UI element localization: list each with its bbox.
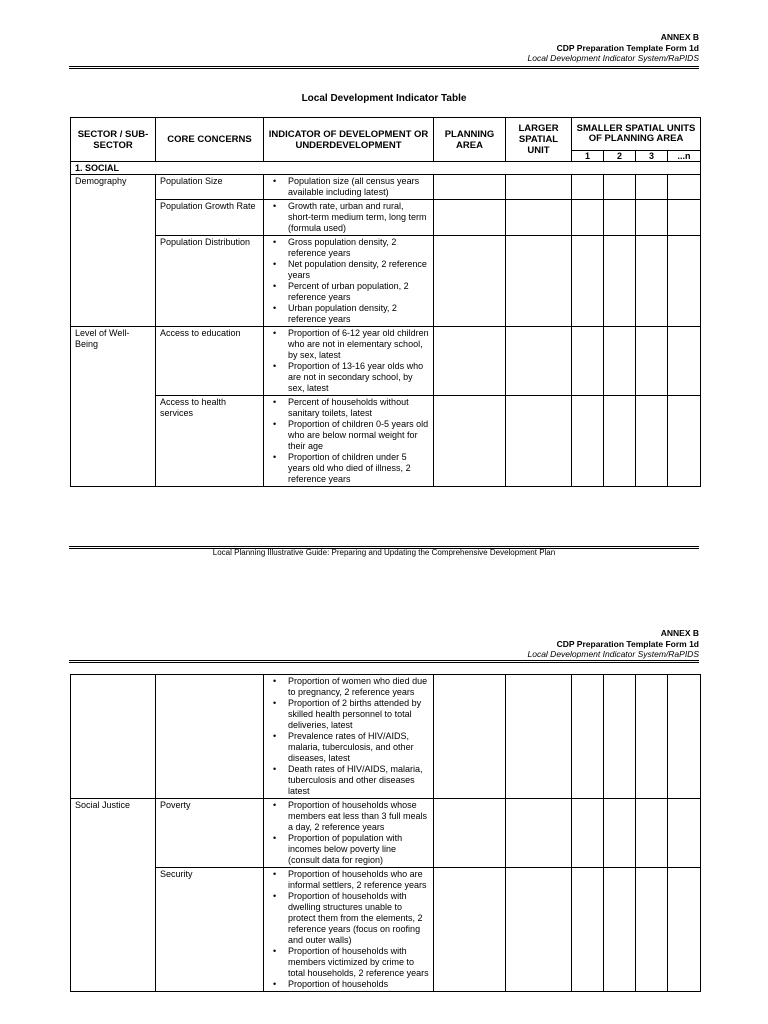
list-item: • Percent of households without sanitary toilets, latest — [268, 397, 429, 419]
list-item: • Proportion of 6-12 year old children who are not in elementary school, by sex, latest — [268, 328, 429, 361]
table-row — [71, 236, 701, 327]
header-rule — [69, 66, 699, 69]
section-label: 1. SOCIAL — [71, 162, 701, 175]
concern-cell: Access to education — [156, 327, 264, 396]
list-item: • Growth rate, urban and rural, short-term medium term, long term (formula used) — [268, 201, 429, 234]
concern-cell — [156, 675, 264, 799]
list-item: • Population size (all census years available including latest) — [268, 176, 429, 198]
indicator-cell — [264, 675, 434, 799]
indicator-table — [70, 674, 701, 992]
list-item: • Proportion of households with dwelling structures unable to protect them from the elements, 2 reference years (focus on roofing and outer walls) — [268, 891, 429, 946]
col-header-smaller: SMALLER SPATIAL UNITS OF PLANNING AREA — [572, 118, 701, 151]
concern-cell: Access to health services — [156, 396, 264, 487]
indicator-cell — [264, 396, 434, 487]
list-item: • Proportion of households with members victimized by crime to total households, 2 reference years — [268, 946, 429, 979]
concern-cell: Security — [156, 868, 264, 992]
col-header-planning: PLANNING AREA — [434, 118, 506, 162]
concern-cell: Population Growth Rate — [156, 200, 264, 236]
table-row — [71, 175, 701, 200]
indicator-cell — [264, 236, 434, 327]
indicator-cell — [264, 327, 434, 396]
list-item: • Gross population density, 2 reference years — [268, 237, 429, 259]
list-item: • Proportion of 13-16 year olds who are not in secondary school, by sex, latest — [268, 361, 429, 394]
indicator-cell — [264, 175, 434, 200]
list-item: • Proportion of households whose members eat less than 3 full meals a day, 2 reference years — [268, 800, 429, 833]
list-item: • Net population density, 2 reference years — [268, 259, 429, 281]
concern-cell: Population Distribution — [156, 236, 264, 327]
indicator-cell — [264, 200, 434, 236]
header-rule — [69, 660, 699, 663]
col-header-sub-1: 1 — [572, 151, 604, 162]
list-item: • Death rates of HIV/AIDS, malaria, tuberculosis and other diseases latest — [268, 764, 429, 797]
table-row — [71, 868, 701, 992]
col-header-larger: LARGER SPATIAL UNIT — [506, 118, 572, 162]
table-row — [71, 396, 701, 487]
list-item: • Proportion of 2 births attended by skilled health personnel to total deliveries, latest — [268, 698, 429, 731]
col-header-indicator: INDICATOR OF DEVELOPMENT OR UNDERDEVELOPMENT — [264, 118, 434, 162]
table-row — [71, 675, 701, 799]
footer-text: Local Planning Illustrative Guide: Preparing and Updating the Comprehensive Development Plan — [212, 548, 556, 557]
annex-header — [528, 32, 700, 64]
indicator-table — [70, 117, 701, 487]
list-item: • Proportion of children under 5 years old who died of illness, 2 reference years — [268, 452, 429, 485]
indicator-cell — [264, 799, 434, 868]
list-item: • Proportion of population with incomes below poverty line (consult data for region) — [268, 833, 429, 866]
list-item: • Proportion of households who are informal settlers, 2 reference years — [268, 869, 429, 891]
sector-cell — [71, 675, 156, 799]
indicator-cell — [264, 868, 434, 992]
list-item: • Proportion of children 0-5 years old who are below normal weight for their age — [268, 419, 429, 452]
list-item: • Proportion of women who died due to pregnancy, 2 reference years — [268, 676, 429, 698]
document-title: Local Development Indicator Table — [301, 93, 467, 104]
list-item: • Prevalence rates of HIV/AIDS, malaria, tuberculosis, and other diseases, latest — [268, 731, 429, 764]
concern-cell: Poverty — [156, 799, 264, 868]
sector-cell: Level of Well-Being — [71, 327, 156, 396]
col-header-concerns: CORE CONCERNS — [156, 118, 264, 162]
list-item: • Proportion of households — [268, 979, 429, 990]
annex-label: ANNEX B — [660, 32, 699, 42]
table-row — [71, 799, 701, 868]
system-label: Local Development Indicator System/RaPIDS — [527, 649, 699, 659]
sector-cell: Social Justice — [71, 799, 156, 868]
sector-cell — [71, 868, 156, 992]
form-label: CDP Preparation Template Form 1d — [556, 42, 699, 53]
sector-cell — [71, 396, 156, 487]
table-row — [71, 327, 701, 396]
sector-cell — [71, 236, 156, 327]
sector-cell: Demography — [71, 175, 156, 200]
list-item: • Percent of urban population, 2 reference years — [268, 281, 429, 303]
form-label: CDP Preparation Template Form 1d — [556, 638, 699, 649]
col-header-sub-3: 3 — [636, 151, 668, 162]
list-item: • Urban population density, 2 reference years — [268, 303, 429, 325]
sector-cell — [71, 200, 156, 236]
page-2 — [0, 620, 768, 1024]
col-header-sector: SECTOR / SUB-SECTOR — [71, 118, 156, 162]
col-header-sub-n: ...n — [668, 151, 701, 162]
system-label: Local Development Indicator System/RaPIDS — [527, 53, 699, 63]
table-row — [71, 200, 701, 236]
annex-header — [528, 628, 700, 660]
annex-label: ANNEX B — [660, 628, 699, 638]
col-header-sub-2: 2 — [604, 151, 636, 162]
concern-cell: Population Size — [156, 175, 264, 200]
